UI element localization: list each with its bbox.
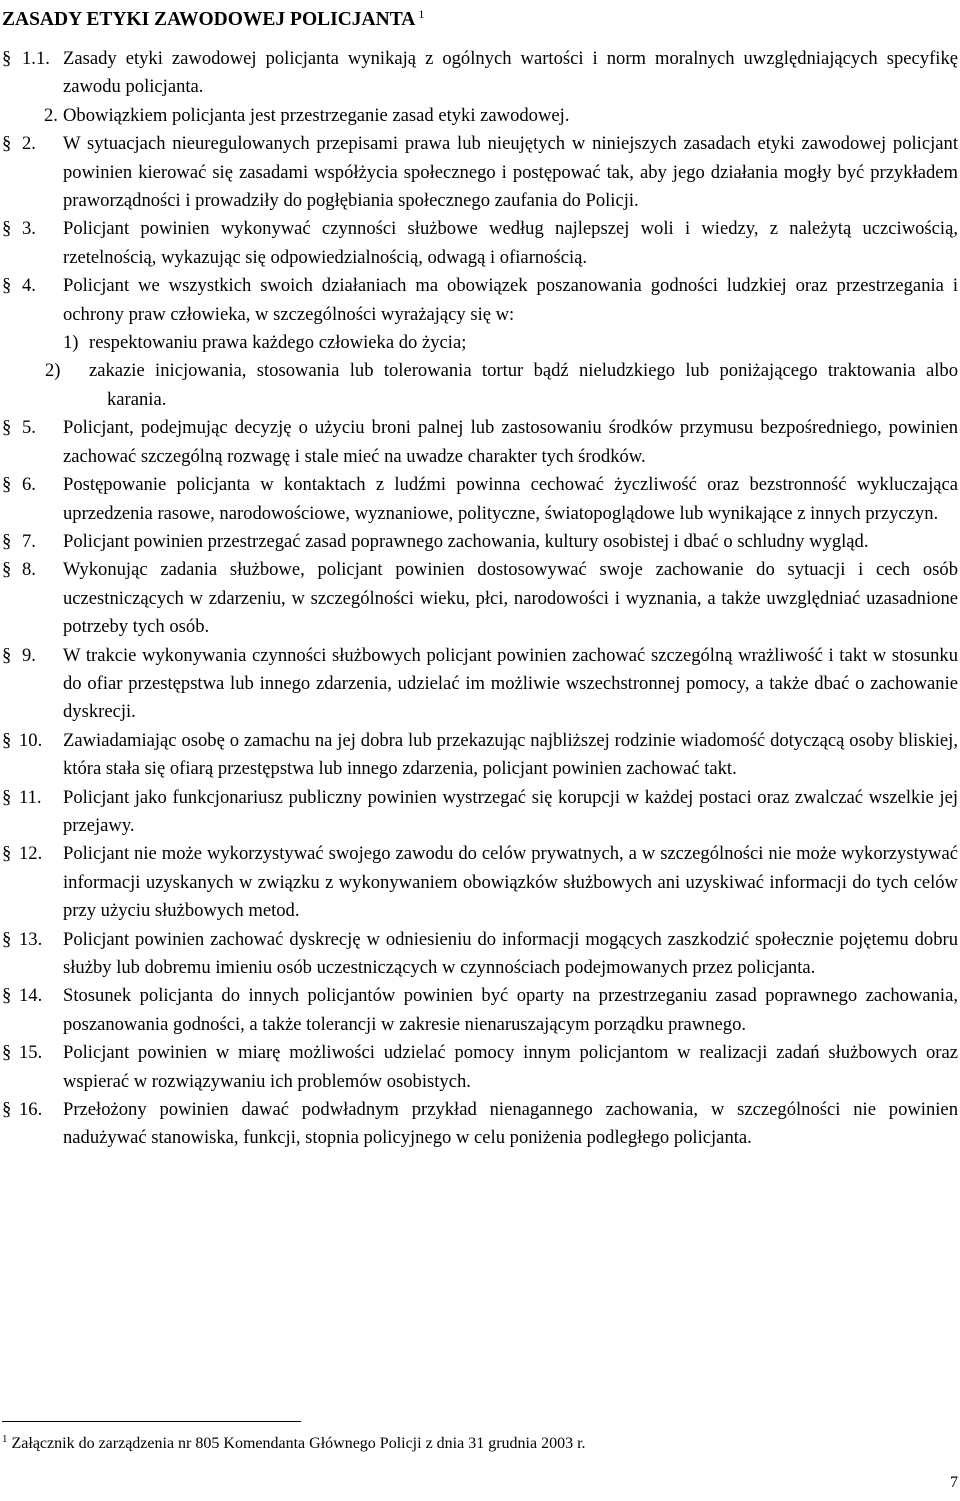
list-item-text: respektowaniu prawa każdego człowieka do życia;	[89, 332, 467, 354]
paragraph-text: Policjant powinien wykonywać czynności służbowe według najlepszej woli i wiedzy, z należytą uczciwością, rzetelnością, wykazując się odpowiedzialnością, odwagą i ofiarnością.	[63, 218, 958, 268]
paragraph-10	[0, 727, 960, 784]
paragraph-1	[0, 45, 960, 102]
section-sign: §	[2, 644, 12, 666]
footnote	[2, 1429, 586, 1454]
paragraph-text: Stosunek policjanta do innych policjantów powinien być oparty na przestrzeganiu zasad poprawnego zachowania, poszanowania godności, a także tolerancji w zakresie nienaruszającym porządku prawnego.	[63, 985, 958, 1035]
paragraph-text: Policjant jako funkcjonariusz publiczny powinien wystrzegać się korupcji w każdej postaci oraz zwalczać wszelkie jej przejawy.	[63, 786, 958, 836]
title-text: ZASADY ETYKI ZAWODOWEJ POLICJANTA	[2, 9, 416, 30]
paragraph-3	[0, 215, 960, 272]
paragraph-text: Zawiadamiając osobę o zamachu na jej dobra lub przekazując najbliższej rodzinie wiadomość dotyczącą osoby bliskiej, która stała się ofiarą przestępstwa lub innego zdarzenia, policjant powinien zachować takt.	[63, 729, 958, 780]
paragraph-14	[0, 982, 960, 1039]
paragraph-number: 14.	[19, 985, 43, 1007]
paragraph-number: 16.	[19, 1099, 43, 1121]
paragraph-number: 6.	[22, 474, 36, 496]
paragraph-text: Postępowanie policjanta w kontaktach z ludźmi powinna cechować życzliwość oraz bezstronność wykluczająca uprzedzenia rasowe, narodowościowe, wyznaniowe, polityczne, światopoglądowe lub wynikające z innych przyczyn.	[63, 474, 958, 524]
paragraph-6	[0, 471, 960, 528]
section-sign: §	[2, 417, 12, 439]
paragraph-number: 3.	[22, 218, 36, 240]
section-sign: §	[2, 48, 12, 69]
section-sign: §	[2, 928, 12, 950]
paragraph-1-2	[0, 102, 960, 130]
page-number: 7	[950, 1474, 958, 1491]
paragraph-5	[0, 414, 960, 471]
section-sign: §	[2, 218, 12, 240]
paragraph-2	[0, 130, 960, 215]
list-item-number: 1)	[63, 332, 79, 354]
paragraph-16	[0, 1096, 960, 1153]
paragraph-text: W trakcie wykonywania czynności służbowych policjant powinien zachować szczególną wrażliwość i takt w stosunku do ofiar przestępstwa lub innego zdarzenia, udzielać im możliwie wszechstronnej pomocy, a także dbać o zachowanie dyskrecji.	[63, 644, 958, 723]
paragraph-number: 2.	[22, 133, 36, 155]
section-sign: §	[2, 1099, 12, 1121]
paragraph-number: 11.	[19, 786, 42, 808]
paragraph-12	[0, 840, 960, 925]
section-sign: §	[2, 275, 12, 297]
list-item: 2) zakazie inicjowania, stosowania lub tolerowania tortur bądź nieludzkiego lub poniżającego traktowania albo karania.	[45, 360, 958, 410]
paragraph-text: Policjant nie może wykorzystywać swojego zawodu do celów prywatnych, a w szczególności nie może wykorzystywać informacji uzyskanych w związku z wykonywaniem obowiązków służbowych ani uzyskiwać informacji do tych celów przy użyciu służbowych metod.	[63, 843, 958, 922]
paragraph-4	[0, 272, 960, 329]
paragraph-number: 9.	[22, 644, 36, 666]
paragraph-number: 1.1.	[22, 48, 50, 69]
footnote-divider	[2, 1421, 301, 1422]
page-title	[2, 2, 424, 32]
section-sign: §	[2, 530, 12, 552]
section-sign: §	[2, 1042, 12, 1064]
paragraph-7	[0, 528, 960, 556]
paragraph-15	[0, 1039, 960, 1096]
paragraph-number: 13.	[19, 928, 43, 950]
paragraph-text: Wykonując zadania służbowe, policjant powinien dostosowywać swoje zachowanie do sytuacji i cech osób uczestniczących w zdarzeniu, w szczególności wieku, płci, narodowości i wyznania, a także uwzględniać uzasadnione potrzeby tych osób.	[63, 559, 958, 638]
paragraph-number: 12.	[19, 843, 43, 865]
paragraph-text: Policjant, podejmując decyzję o użyciu broni palnej lub zastosowaniu środków przymusu bezpośredniego, powinien zachować szczególną rozwagę i stale mieć na uwadze charakter tych środków.	[63, 417, 958, 467]
list-item	[0, 329, 960, 357]
section-sign: §	[2, 985, 12, 1007]
paragraph-number: 10.	[19, 729, 43, 751]
section-sign: §	[2, 559, 12, 581]
section-sign: §	[2, 474, 12, 496]
paragraph-number: 15.	[19, 1042, 43, 1064]
paragraph-number: 4.	[22, 275, 36, 297]
footnote-reference: 1	[418, 7, 425, 21]
paragraph-text: Zasady etyki zawodowej policjanta wynikają z ogólnych wartości i norm moralnych uwzględniających specyfikę zawodu policjanta.	[63, 48, 958, 98]
paragraph-9	[0, 642, 960, 727]
paragraph-8	[0, 556, 960, 641]
paragraph-text: Obowiązkiem policjanta jest przestrzeganie zasad etyki zawodowej.	[63, 104, 570, 126]
footnote-text: Załącznik do zarządzenia nr 805 Komendanta Głównego Policji z dnia 31 grudnia 2003 r.	[11, 1435, 586, 1452]
paragraph-number: 5.	[22, 417, 36, 439]
paragraph-number: 7.	[22, 530, 36, 552]
paragraph-13	[0, 926, 960, 983]
paragraph-number: 2.	[44, 104, 58, 126]
paragraph-text: Policjant powinien przestrzegać zasad poprawnego zachowania, kultury osobistej i dbać o schludny wygląd.	[63, 530, 869, 552]
section-sign: §	[2, 843, 12, 865]
section-sign: §	[2, 729, 12, 751]
footnote-mark: 1	[2, 1433, 8, 1445]
document-body	[0, 45, 960, 1153]
paragraph-text: Przełożony powinien dawać podwładnym przykład nienagannego zachowania, w szczególności nie powinien nadużywać stanowiska, funkcji, stopnia policyjnego w celu poniżenia podległego policjanta.	[63, 1099, 958, 1149]
paragraph-text: Policjant we wszystkich swoich działaniach ma obowiązek poszanowania godności ludzkiej oraz przestrzegania i ochrony praw człowieka, w szczególności wyrażający się w:	[63, 275, 958, 325]
section-sign: §	[2, 786, 12, 808]
paragraph-11	[0, 784, 960, 841]
paragraph-text: Policjant powinien w miarę możliwości udzielać pomocy innym policjantom w realizacji zadań służbowych oraz wspierać w rozwiązywaniu ich problemów osobistych.	[63, 1042, 958, 1092]
list-item-text: zakazie inicjowania, stosowania lub tolerowania tortur bądź nieludzkiego lub poniżającego traktowania albo karania.	[89, 360, 958, 410]
paragraph-text: W sytuacjach nieuregulowanych przepisami prawa lub nieujętych w niniejszych zasadach etyki zawodowej policjant powinien kierować się zasadami współżycia społecznego i postępować tak, aby jego działania mogły być przykładem praworządności i prowadziły do pogłębiania społecznego zaufania do Policji.	[63, 133, 958, 212]
paragraph-number: 8.	[22, 559, 36, 581]
section-sign: §	[2, 133, 12, 155]
paragraph-text: Policjant powinien zachować dyskrecję w odniesieniu do informacji mogących zaszkodzić społecznie pojętemu dobru służby lub dobremu imieniu osób uczestniczących w czynnościach podejmowanych przez policjanta.	[63, 928, 958, 978]
